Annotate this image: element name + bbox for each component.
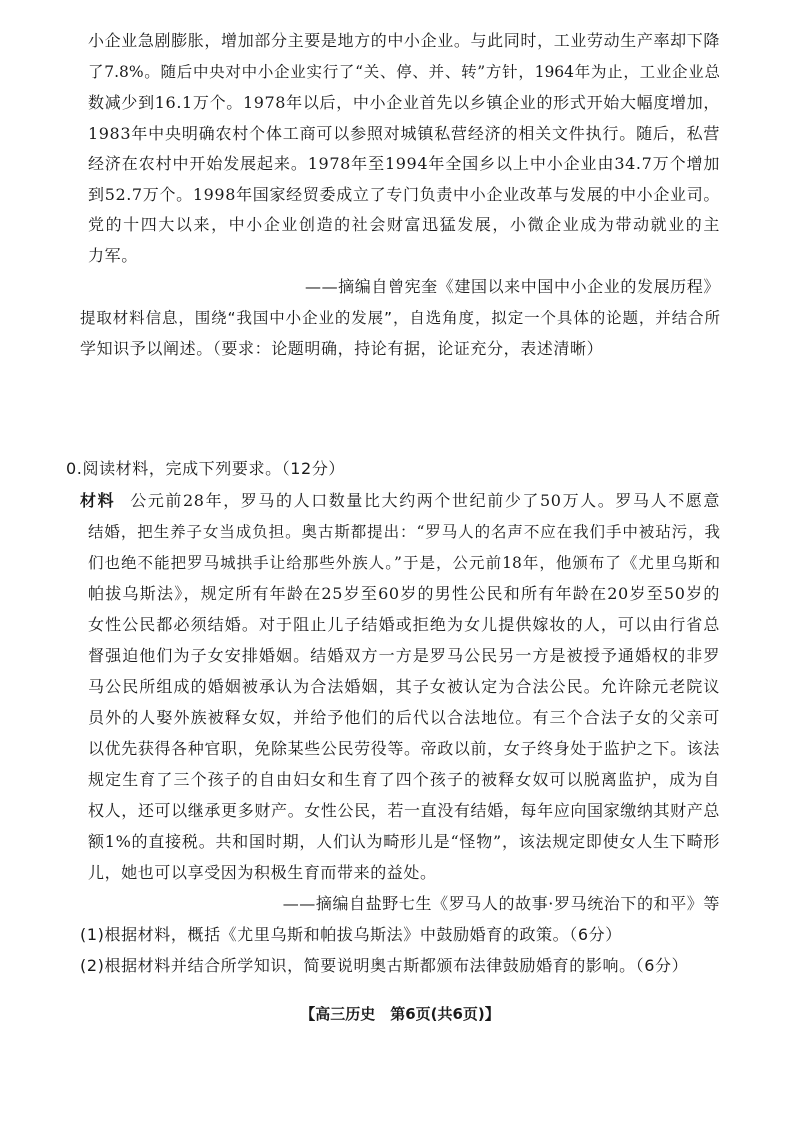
material-line: 权人，还可以继承更多财产。女性公民，若一直没有结婚，每年应向国家缴纳其财产总: [88, 801, 720, 820]
sub-question-1: (1)根据材料，概括《尤里乌斯和帕拔乌斯法》中鼓励婚育的政策。（6分）: [80, 925, 622, 944]
material-line: 马公民所组成的婚姻被承认为合法婚姻，其子女被认定为合法公民。允许除元老院议: [88, 677, 720, 696]
passage-a-task-line: 学知识予以阐述。（要求：论题明确，持论有据，论证充分，表述清晰）: [80, 339, 604, 358]
passage-a-line: 党的十四大以来，中小企业创造的社会财富迅猛发展，小微企业成为带动就业的主: [88, 215, 720, 234]
sub-question-2: (2)根据材料并结合所学知识，简要说明奥古斯都颁布法律鼓励婚育的影响。（6分）: [80, 956, 689, 975]
passage-a-line: 到52.7万个。1998年国家经贸委成立了专门负责中小企业改革与发展的中小企业司。: [88, 185, 720, 204]
material-line: 结婚，把生养子女当成负担。奥古斯都提出：“罗马人的名声不应在我们手中被玷污，我: [88, 523, 720, 541]
material-line: 以优先获得各种官职，免除某些公民劳役等。帝政以前，女子终身处于监护之下。该法: [88, 739, 720, 758]
passage-a-line: 了7.8%。随后中央对中小企业实行了“关、停、并、转”方针，1964年为止，工业企业总: [88, 63, 720, 81]
material-line: 额1%的直接税。共和国时期，人们认为畸形儿是“怪物”，该法规定即使女人生下畸形: [88, 832, 720, 851]
passage-a-line: 小企业急剧膨胀，增加部分主要是地方的中小企业。与此同时，工业劳动生产率却下降: [88, 31, 720, 50]
passage-a-line: 1983年中央明确农村个体工商可以参照对城镇私营经济的相关文件执行。随后，私营: [88, 124, 720, 143]
material-line: 儿，她也可以享受因为积极生育而带来的益处。: [88, 863, 437, 882]
material-label: 材料: [80, 491, 116, 510]
passage-a-line: 数减少到16.1万个。1978年以后，中小企业首先以乡镇企业的形式开始大幅度增加，: [88, 93, 720, 112]
material-line: 员外的人娶外族被释女奴，并给予他们的后代以合法地位。有三个合法子女的父亲可: [88, 708, 720, 727]
material-source: ——摘编自盐野七生《罗马人的故事·罗马统治下的和平》等: [282, 894, 720, 913]
material-line: 帕拔乌斯法》，规定所有年龄在25岁至60岁的男性公民和所有年龄在20岁至50岁的: [88, 584, 720, 603]
passage-a-line: 力军。: [88, 246, 138, 265]
material-line: 规定生育了三个孩子的自由妇女和生育了四个孩子的被释女奴可以脱离监护，成为自: [88, 770, 720, 789]
passage-a-source: ——摘编自曾宪奎《建国以来中国中小企业的发展历程》: [304, 277, 720, 296]
material-line: 女性公民都必须结婚。对于阻止儿子结婚或拒绝为女儿提供嫁妆的人，可以由行省总: [88, 615, 720, 634]
passage-a-line: 经济在农村中开始发展起来。1978年至1994年全国乡以上中小企业由34.7万个增加: [88, 154, 720, 173]
material-line: 公元前28年，罗马的人口数量比大约两个世纪前少了50万人。罗马人不愿意: [129, 491, 720, 510]
material-line: 们也绝不能把罗马城拱手让给那些外族人。”于是，公元前18年，他颁布了《尤里乌斯和: [88, 554, 720, 572]
material-first-line: [80, 490, 720, 512]
page-footer: 【高三历史 第6页(共6页)】: [300, 1005, 500, 1023]
passage-a-task-line: 提取材料信息，围绕“我国中小企业的发展”，自选角度，拟定一个具体的论题，并结合所: [80, 309, 720, 327]
material-line: 督强迫他们为子女安排婚姻。结婚双方一方是罗马公民另一方是被授予通婚权的非罗: [88, 646, 720, 665]
question-heading: 0.阅读材料，完成下列要求。（12分）: [66, 459, 346, 478]
